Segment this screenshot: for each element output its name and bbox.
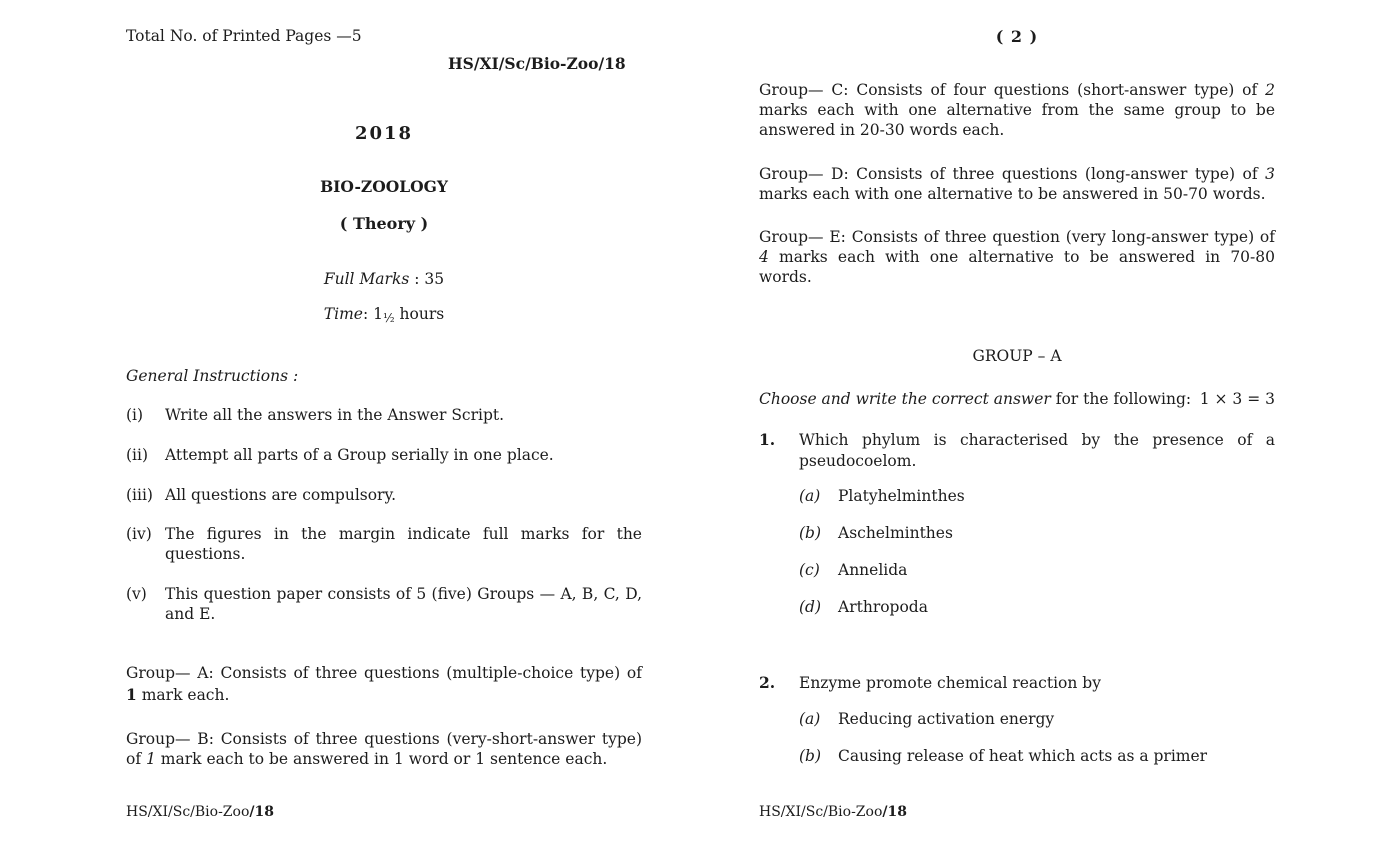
group-a-description: Group— A: Consists of three questions (multiple-choice type) of 1 mark each. <box>126 664 642 704</box>
instruction-number: (iv) <box>126 525 152 543</box>
choose-instruction-italic: Choose and write the correct answer <box>759 390 1051 408</box>
instruction-number: (v) <box>126 585 147 603</box>
question-number: 2. <box>759 673 776 692</box>
answer-option: (b) Aschelminthes <box>799 524 953 542</box>
group-a-heading: GROUP – A <box>972 347 1062 365</box>
instruction-item <box>126 485 642 505</box>
full-marks-label: Full Marks <box>323 270 410 288</box>
instruction-item <box>126 584 642 624</box>
general-instructions-heading: General Instructions : <box>126 367 299 385</box>
exam-year: 2018 <box>354 123 414 144</box>
question-number: 1. <box>759 430 776 449</box>
time-label: Time <box>323 305 363 323</box>
paper-code-header: HS/XI/Sc/Bio-Zoo/18 <box>448 54 626 73</box>
question-text: Which phylum is characterised by the presence of a pseudocoelom. <box>799 431 1275 470</box>
instruction-number: (iii) <box>126 486 153 504</box>
answer-option: (d) Arthropoda <box>799 598 928 616</box>
answer-option: (b) Causing release of heat which acts as a primer <box>799 747 1208 765</box>
choose-instruction <box>759 390 1275 408</box>
instruction-text: Attempt all parts of a Group serially in one place. <box>165 446 554 464</box>
instruction-item <box>126 405 642 425</box>
full-marks-value: : 35 <box>414 270 445 288</box>
footer-paper-code: HS/XI/Sc/Bio-Zoo/18 <box>126 804 274 820</box>
time-fraction: ½ <box>382 311 395 325</box>
choose-instruction-rest: for the following: <box>1050 390 1192 408</box>
time-value: : 1 <box>362 305 383 323</box>
time-unit: hours <box>394 305 445 323</box>
printed-pages-note: Total No. of Printed Pages —5 <box>126 27 362 45</box>
instruction-text: Write all the answers in the Answer Script. <box>165 406 505 424</box>
page-number: ( 2 ) <box>995 27 1039 46</box>
instruction-text: The figures in the margin indicate full marks for the questions. <box>165 525 642 563</box>
question-text: Enzyme promote chemical reaction by <box>799 674 1101 692</box>
subject-title: BIO-ZOOLOGY <box>320 177 448 196</box>
marks-formula: 1 × 3 = 3 <box>1199 390 1275 408</box>
group-c-description: Group— C: Consists of four questions (short-answer type) of 2 marks each with one alternative from the same group to be answered in 20-30 words each. <box>759 81 1275 139</box>
answer-option: (a) Reducing activation energy <box>799 710 1055 728</box>
answer-option: (a) Platyhelminthes <box>799 487 965 505</box>
group-b-description: Group— B: Consists of three questions (very-short-answer type) of 1 mark each to be answered in 1 word or 1 sentence each. <box>126 730 642 768</box>
footer-paper-code: HS/XI/Sc/Bio-Zoo/18 <box>759 804 907 820</box>
instruction-number: (i) <box>126 406 144 424</box>
paper-type: ( Theory ) <box>339 214 429 233</box>
answer-option: (c) Annelida <box>799 561 908 579</box>
instruction-text: All questions are compulsory. <box>165 486 397 504</box>
instruction-item <box>126 524 642 564</box>
group-e-description: Group— E: Consists of three question (very long-answer type) of 4 marks each with one alternative to be answered in 70-80 words. <box>759 228 1275 286</box>
time-allowed <box>0 305 768 325</box>
group-d-description: Group— D: Consists of three questions (long-answer type) of 3 marks each with one alternative to be answered in 50-70 words. <box>759 165 1275 203</box>
instruction-number: (ii) <box>126 446 149 464</box>
instruction-item <box>126 445 642 465</box>
instruction-text: This question paper consists of 5 (five) Groups — A, B, C, D, and E. <box>165 585 642 623</box>
full-marks <box>0 270 768 288</box>
